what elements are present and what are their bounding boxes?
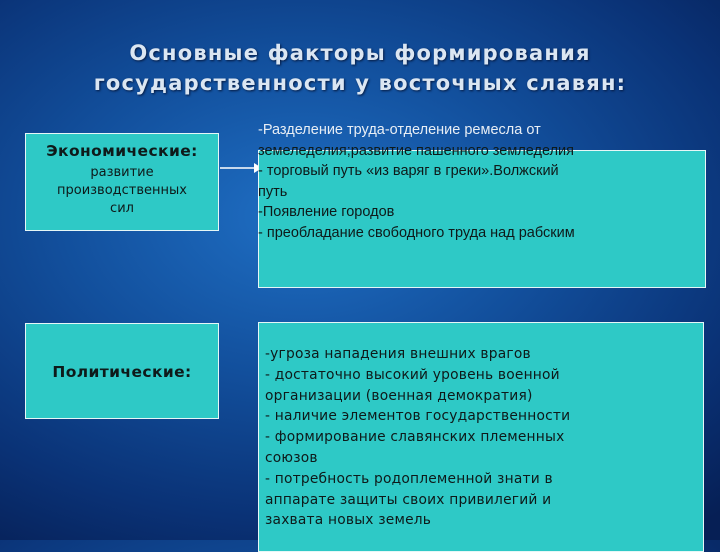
arrow-right-icon [220,160,262,176]
political-factor-line: - потребность родоплеменной знати в [265,470,553,487]
economic-sub-line: развитие [90,165,154,180]
slide-title [40,38,680,98]
economic-subheading [26,164,218,218]
political-factor-line: аппарате защиты своих привилегий и [265,491,552,508]
economic-factor-line: - торговый путь «из варяг в греки».Волжский [258,163,559,179]
political-factor-line: организации (военная демократия) [265,387,533,404]
economic-heading: Экономические: [46,142,198,160]
political-factor-line: - формирование славянских племенных [265,429,565,446]
economic-factors-list [258,120,718,243]
economic-factor-line: путь [258,183,288,200]
economic-sub-line: производственных [56,183,187,198]
political-factor-box [25,323,219,419]
political-heading: Политические: [52,363,192,381]
title-line-2: государственности у восточных славян: [93,71,627,95]
political-factors-list [265,344,685,531]
economic-factor-line: земеледелия;развитие пашенного земледелия [258,142,574,159]
economic-factor-box [25,133,219,231]
political-factor-line: захвата новых земель [265,512,432,529]
economic-factor-line: -Появление городов [258,204,395,220]
economic-sub-line: сил [110,201,134,216]
political-factor-line: -угроза нападения внешних врагов [265,346,531,362]
political-factor-line: - наличие элементов государственности [265,408,571,425]
economic-factor-line: -Разделение труда-отделение ремесла от [258,122,541,138]
title-line-1: Основные факторы формирования [129,41,591,65]
political-factor-line: - достаточно высокий уровень военной [265,366,560,383]
political-factor-line: союзов [265,449,318,466]
economic-factor-line: - преобладание свободного труда над рабским [258,224,575,241]
